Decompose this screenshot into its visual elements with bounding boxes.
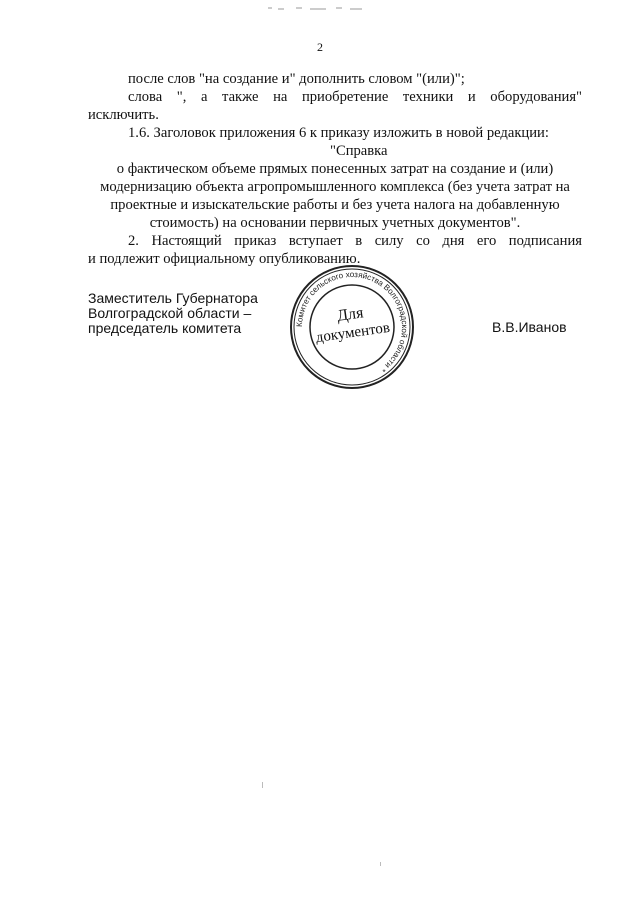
body-line-6: и подлежит официальному опубликованию. <box>88 251 361 267</box>
signature-position-line-3: председатель комитета <box>88 320 242 336</box>
reference-title: "Справка <box>330 143 388 159</box>
body-line-2: слова ", а также на приобретение техники и оборудования" <box>128 89 582 105</box>
reference-line-2: модернизацию объекта агропромышленного комплекса (без учета затрат на <box>100 179 570 195</box>
body-line-4: 1.6. Заголовок приложения 6 к приказу изложить в новой редакции: <box>128 125 549 141</box>
stamp-center-line-1: Для <box>336 304 365 325</box>
reference-line-4: стоимость) на основании первичных учетных документов". <box>149 215 521 231</box>
signature-position-line-2: Волгоградской области – <box>88 305 252 321</box>
reference-line-1: о фактическом объеме прямых понесенных затрат на создание и (или) <box>116 161 554 177</box>
body-line-5: 2. Настоящий приказ вступает в силу со дня его подписания <box>128 233 582 249</box>
body-line-3: исключить. <box>88 107 159 123</box>
signer-name: В.В.Иванов <box>492 319 567 335</box>
scan-artifact-mark <box>266 6 366 10</box>
scan-speck <box>262 782 263 788</box>
body-line-1: после слов "на создание и" дополнить словом "(или)"; <box>128 71 465 87</box>
stamp-center-line-2: документов <box>314 319 391 347</box>
signature-position-line-1: Заместитель Губернатора <box>88 290 258 306</box>
signature-position <box>88 291 258 336</box>
page-number: 2 <box>317 40 323 54</box>
reference-line-3: проектные и изыскательские работы и без учета налога на добавленную <box>110 197 560 213</box>
official-stamp <box>288 263 416 391</box>
stamp-ring-text: Комитет сельского хозяйства Волгоградской области * <box>294 269 410 374</box>
scan-speck <box>380 862 381 866</box>
